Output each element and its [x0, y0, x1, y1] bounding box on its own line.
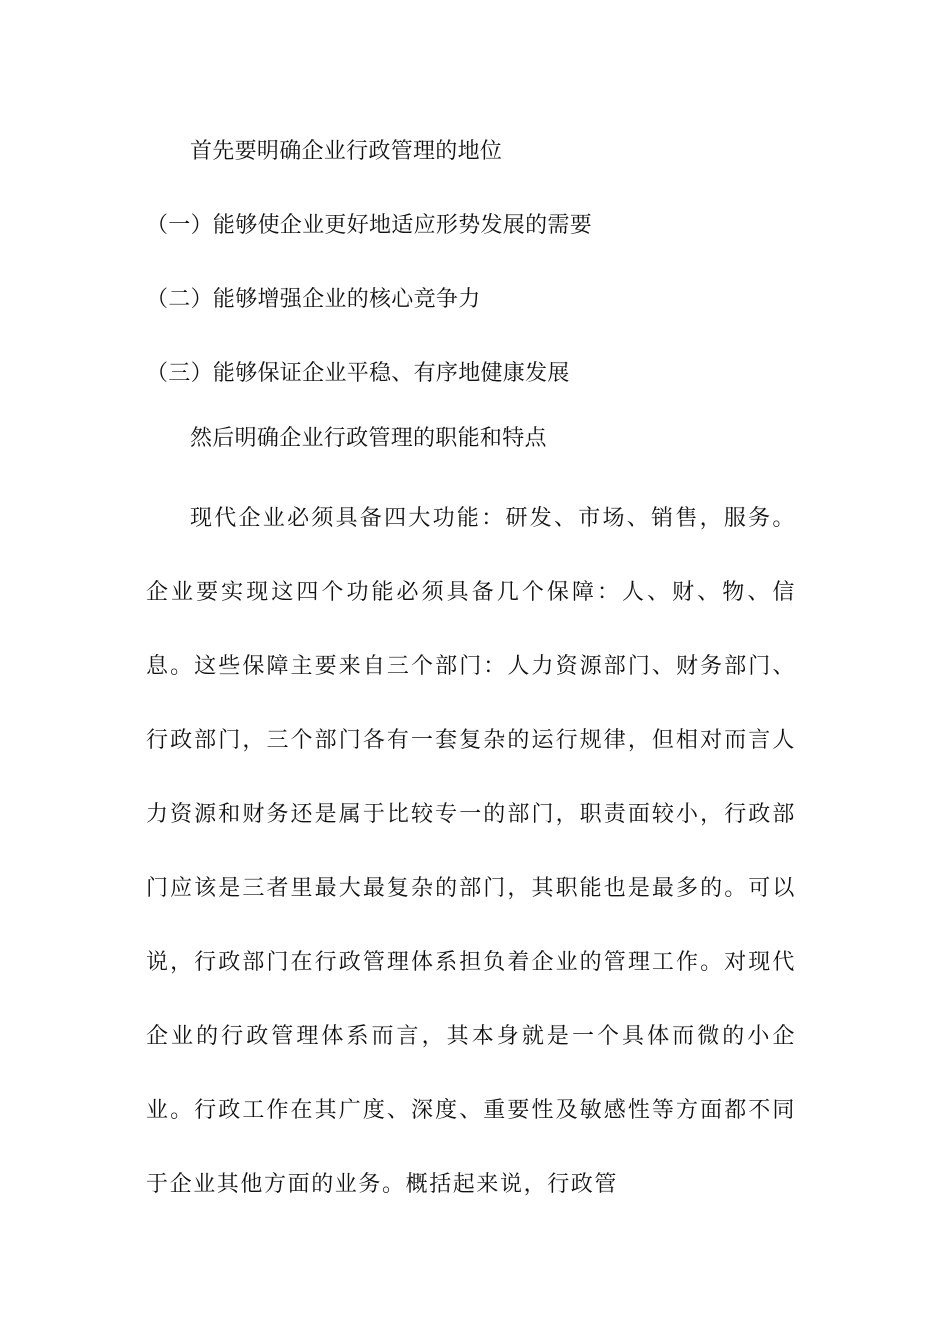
list-item-2: （二）能够增强企业的核心竞争力	[146, 287, 481, 312]
list-item-1: （一）能够使企业更好地适应形势发展的需要	[146, 213, 593, 238]
section-heading-status: 首先要明确企业行政管理的地位	[190, 139, 503, 164]
section-heading-functions: 然后明确企业行政管理的职能和特点	[190, 426, 547, 451]
list-item-3: （三）能够保证企业平稳、有序地健康发展	[146, 361, 570, 386]
body-paragraph: 现代企业必须具备四大功能：研发、市场、销售，服务。企业要实现这四个功能必须具备几个保障：人、财、物、信息。这些保障主要来自三个部门：人力资源部门、财务部门、行政部门，三个部门各有一套复杂的运行规律，但相对而言人力资源和财务还是属于比较专一的部门，职责面较小，行政部门应该是三者里最大最复杂的部门，其职能也是最多的。可以说，行政部门在行政管理体系担负着企业的管理工作。对现代企业的行政管理体系而言，其本身就是一个具体而微的小企业。行政工作在其广度、深度、重要性及敏感性等方面都不同于企业其他方面的业务。概括起来说，行政管	[146, 506, 796, 1197]
